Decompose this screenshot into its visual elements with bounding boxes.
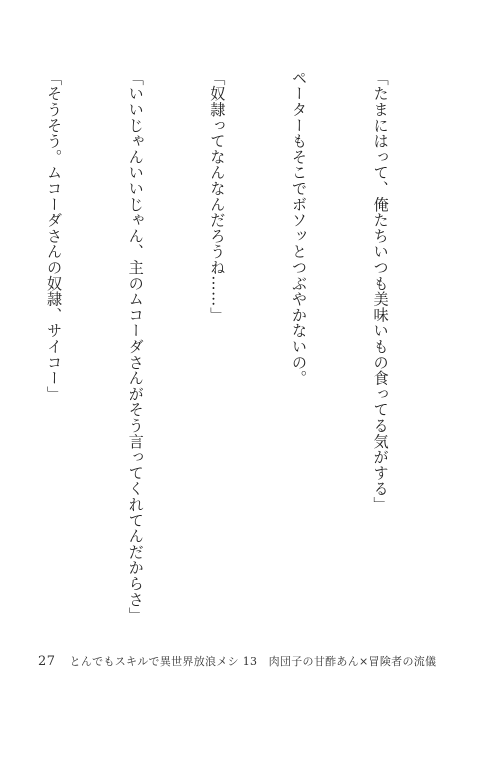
running-title: とんでもスキルで異世界放浪メシ 13 肉団子の甘酢あん×冒険者の流儀 [69,655,437,668]
text-line: 「たまにはって、俺たちいつも美味いもの食ってる気がする」 [371,70,390,513]
body-text [45,70,448,630]
text-line: ペーターもそこでボソッとつぶやかないの。 [289,70,308,386]
text-line: 「奴隷ってなんなんだろうね……」 [208,70,227,323]
page-number: 27 [38,654,56,669]
text-line: 「そうそう。ムコーダさんの奴隷、サイコー」 [45,70,64,402]
page-footer [38,653,436,673]
text-line: 「いいじゃんいいじゃん、主のムコーダさんがそう言ってくれてんだからさ」 [126,70,145,623]
